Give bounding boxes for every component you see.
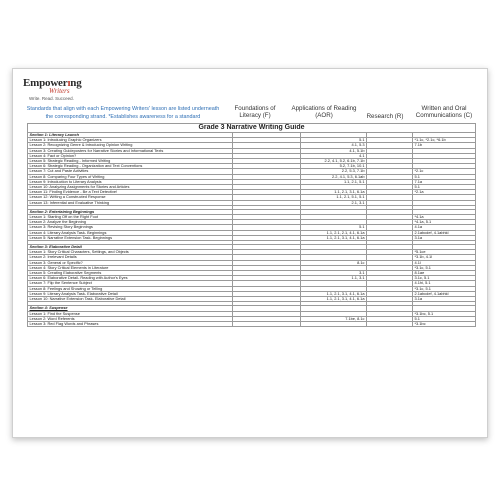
aor-cell: 1.1, 2.1, 3.1, 6.1a — [301, 190, 367, 195]
lesson-cell: Lesson 3: Revising Story Beginnings — [28, 225, 233, 230]
lesson-cell: Section 2: Entertaining Beginnings — [28, 209, 233, 214]
column-header-written: Written and Oral Communications (C) — [415, 105, 473, 120]
lesson-cell: Lesson 9: Introduction to Literary Analysis — [28, 179, 233, 184]
lesson-cell: Lesson 3: Creating Guideposters for Narrative Stories and Informational Texts — [28, 148, 233, 153]
lesson-cell: Lesson 6: Elaborative Detail- Reading with Author's Eyes — [28, 276, 233, 281]
lesson-cell: Lesson 8: Feelings and Showing or Telling — [28, 286, 233, 291]
written-cell: 8.1ae — [413, 271, 476, 276]
lesson-cell: Lesson 5: Strategic Reading - Informed Writing — [28, 159, 233, 164]
logo-wordmark: Empowerıng — [23, 77, 82, 89]
lesson-cell: Lesson 3: General or Specific? — [28, 260, 233, 265]
written-cell: 5.1 — [413, 185, 476, 190]
written-cell: 5.1 — [413, 174, 476, 179]
table-row — [28, 321, 476, 326]
aor-cell: 1.1, 2.1, 3.1, 4.1, 6.1a — [301, 297, 367, 302]
lesson-cell: Lesson 1: Starting Off on the Right Foot — [28, 215, 233, 220]
aor-cell: 7.1be, 8.1c — [301, 316, 367, 321]
standards-note: Standards that align with each Empowering Writers' lesson are listed underneath the corresponding strand. *Establishes awareness for a standard — [26, 106, 220, 120]
lesson-cell: Lesson 2: Word Referents — [28, 316, 233, 321]
aor-cell: 4.1 — [301, 153, 367, 158]
aor-cell: 5.1 — [301, 138, 367, 143]
written-cell: 3.1a — [413, 297, 476, 302]
aor-cell: 1.1, 2.1, 3.1, 4.1, 6.1a — [301, 291, 367, 296]
aor-cell: 5.1 — [301, 225, 367, 230]
written-cell: *5.1ce — [413, 250, 476, 255]
written-cell: 3.1c, 5.1 — [413, 276, 476, 281]
aor-cell: 4.1, 5.1b — [301, 148, 367, 153]
aor-cell: 2.2, 4.1, 5.2, 6.1b, 7.1b — [301, 159, 367, 164]
lesson-cell: Lesson 7: Flip the Sentence Subject — [28, 281, 233, 286]
lesson-cell: Lesson 13: Inferential and Evaluative Thinking — [28, 200, 233, 205]
written-cell: *3.1c, 5.1 — [413, 286, 476, 291]
lesson-cell: Lesson 4: Literary Analysis Task- Beginnings — [28, 230, 233, 235]
written-cell: 4.1a — [413, 225, 476, 230]
lesson-cell: Lesson 2: Analyze the Beginning — [28, 220, 233, 225]
written-cell: 7.1a — [413, 179, 476, 184]
lesson-cell: Lesson 1: Introducing Graphic Organizers — [28, 138, 233, 143]
written-cell: *3.1bc, 5.1 — [413, 311, 476, 316]
written-cell: 4.1l — [413, 260, 476, 265]
column-header-aor: Applications of Reading (AOR) — [291, 105, 357, 120]
aor-cell: 1.1, 3.1 — [301, 276, 367, 281]
written-cell: 4.1hi, 5.1 — [413, 281, 476, 286]
lesson-cell: Lesson 10: Narrative Extension Task- Elaborative Detail — [28, 297, 233, 302]
guide-title-row — [28, 124, 476, 133]
lesson-cell: Lesson 11: Finding Evidence - Be a Text Detective! — [28, 190, 233, 195]
lesson-cell: Section 1: Literacy Launch — [28, 133, 233, 138]
written-cell: *4.1a, 5.1 — [413, 220, 476, 225]
empowering-writers-logo — [23, 77, 105, 101]
written-cell: *2.1c — [413, 169, 476, 174]
lesson-cell: Lesson 6: Strategic Reading - Organization and Text Conventions — [28, 164, 233, 169]
aor-cell: 1.1, 2.1, 2.1, 4.1, 6.1a — [301, 230, 367, 235]
lesson-cell: Lesson 4: Fact or Opinion? — [28, 153, 233, 158]
written-cell: *3.1c, 5.1 — [413, 265, 476, 270]
column-header-research: Research (R) — [366, 113, 404, 120]
lesson-cell: Lesson 5: Creating Elaborative Segments — [28, 271, 233, 276]
document-page — [12, 68, 488, 438]
written-cell: 2.1abcdef, 4.1abhkl — [413, 230, 476, 235]
aor-cell: 2.2, 4.1, 5.3, 6.1ab — [301, 174, 367, 179]
written-cell: *1.1c, *2.1c, *6.1b — [413, 138, 476, 143]
lesson-cell: Lesson 1: Story Critical Characters, Settings, and Objects — [28, 250, 233, 255]
standards-table — [27, 123, 476, 327]
lesson-cell: Lesson 2: Irrelevant Details — [28, 255, 233, 260]
aor-cell: 2.1, 3.1 — [301, 200, 367, 205]
lesson-cell: Lesson 5: Narrative Extension Task- Beginnings — [28, 235, 233, 240]
aor-cell — [301, 321, 367, 326]
aor-cell: 1.1, 2.1, 5.1, 5.1 — [301, 195, 367, 200]
written-cell: *4.1a — [413, 215, 476, 220]
lesson-cell: Lesson 8: Comparing Four Types of Writing — [28, 174, 233, 179]
lesson-cell: Section 3: Elaborative Detail — [28, 245, 233, 250]
written-cell: *2.1a — [413, 190, 476, 195]
lesson-cell: Lesson 12: Writing a Constructed Response — [28, 195, 233, 200]
aor-cell: 3.1 — [301, 271, 367, 276]
written-cell: 7.1b — [413, 143, 476, 148]
aor-cell: 2.2, 5.3, 7.1b — [301, 169, 367, 174]
aor-cell: 1.1, 2.1, 5.1 — [301, 179, 367, 184]
lesson-cell: Lesson 2: Recognizing Genre & Introducing Opinion Writing — [28, 143, 233, 148]
aor-cell: 5.2, 7.1b, 10.1 — [301, 164, 367, 169]
aor-cell: 4.1, 5.3 — [301, 143, 367, 148]
lesson-cell: Lesson 9: Literary Analysis Task- Elaborative Detail — [28, 291, 233, 296]
research-cell — [367, 321, 413, 326]
lesson-cell: Lesson 4: Story Critical Elements in Literature — [28, 265, 233, 270]
foundations-cell — [233, 321, 301, 326]
written-cell: 2.1abcdef, 4.1abhkl — [413, 291, 476, 296]
logo-tagline: Write. Read. Succeed. — [29, 96, 74, 101]
aor-cell: 8.1c — [301, 260, 367, 265]
lesson-cell: Section 4: Suspense — [28, 306, 233, 311]
written-cell: 5.1 — [413, 316, 476, 321]
aor-cell: 1.1, 2.1, 3.1, 4.1, 6.1a — [301, 235, 367, 240]
column-header-foundations: Foundations of Literacy (F) — [234, 105, 276, 120]
lesson-cell: Lesson 10: Analyzing Assignments for Stories and Articles — [28, 185, 233, 190]
lesson-cell: Lesson 7: Cut and Paste Activities — [28, 169, 233, 174]
logo-subtitle: Writers — [49, 87, 70, 95]
written-cell: *3.1b, 4.1l — [413, 255, 476, 260]
guide-title: Grade 3 Narrative Writing Guide — [28, 124, 476, 133]
lesson-cell: Lesson 3: Red Flag Words and Phrases — [28, 321, 233, 326]
written-cell: *3.1bc — [413, 321, 476, 326]
lesson-cell: Lesson 1: Find the Suspense — [28, 311, 233, 316]
written-cell: 3.1a — [413, 235, 476, 240]
